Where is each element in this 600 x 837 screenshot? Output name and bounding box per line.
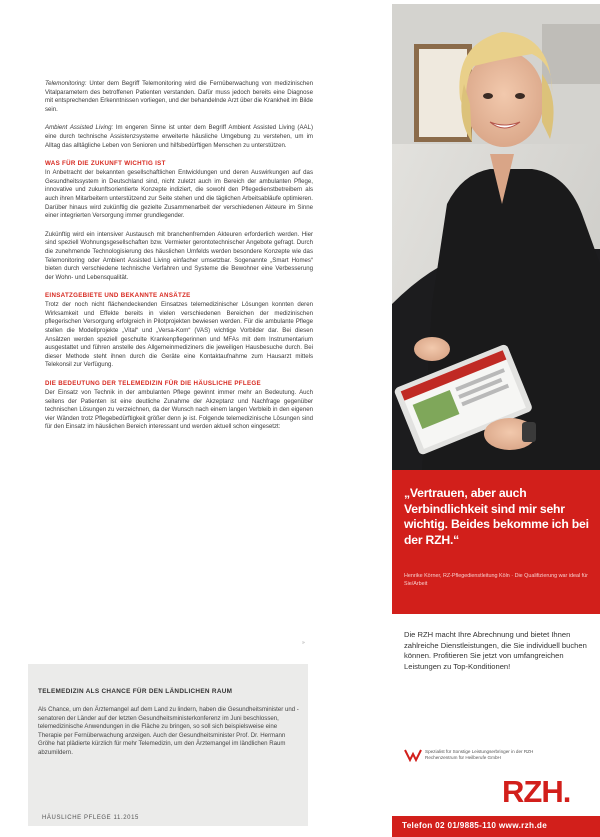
info-box-heading: TELEMEDIZIN ALS CHANCE FÜR DEN LÄNDLICHEN RAUM (38, 688, 233, 695)
text-telemonitoring: Unter dem Begriff Telemonitoring wird die Fernüberwachung von medizinischen Vitalparametern des betroffenen Patienten verstanden. Dafür muss jedoch bereits eine Diagnose mit entsprechenden Erkenntnissen vorliegen, und der behandelnde Arzt über die Krankheit im Bilde sein. (45, 80, 313, 113)
article-column (45, 80, 313, 442)
page-marker: » (302, 640, 305, 646)
rzh-advertisement (392, 4, 600, 837)
ad-body-text: Die RZH macht Ihre Abrechnung und bietet Ihnen zahlreiche Dienstleistungen, die Sie individuell buchen können. Profitieren Sie jetzt von umfangreichen Leistungen zu Top-Konditionen! (404, 630, 587, 671)
paragraph-zukunft-1: In Anbetracht der bekannten gesellschaftlichen Entwicklungen und deren Auswirkungen auf das Gesundheitssystem in Deutschland sind, nicht zuletzt auch im Bereich der ambulanten Pflege, innovative und zukunftsorientierte Konzepte indiziert, die sowohl den Pflegedienstbetreibern als auch ihren Mitarbeitern unterstützend zur Seite stehen und die täglichen Arbeitsabläufe optimieren. Darüber hinaus wird zukünftig die gezielte Zusammenarbeit der verschiedenen Akteure im Sinne einer integrierten Versorgung immer grundlegender. (45, 169, 313, 220)
contact-bar (392, 816, 600, 837)
section-heading-bedeutung: DIE BEDEUTUNG DER TELEMEDIZIN FÜR DIE HÄUSLICHE PFLEGE (45, 380, 261, 388)
section-heading-zukunft: WAS FÜR DIE ZUKUNFT WICHTIG IST (45, 160, 166, 168)
paragraph-einsatzgebiete: Trotz der noch nicht flächendeckenden Einsatzes telemedizinischer Lösungen konnten deren Wirksamkeit und Effekte bereits in vielen verschiedenen Bereichen der medizinischen pflegerischen Versorgung erfolgreich in Pilotprojekten bewiesen werden. Für die ambulante Pflege stellen die Modellprojekte „Vital“ und „Versa-Kom“ (VAS) wichtige Vorbilder dar. Bei diesen Ansätzen werden speziell geschulte Krankenpflegerinnen und MFAs mit dem Instrumentarium ausgestattet und führen anstelle des Allgemeinmediziners die jeweiligen Hausbesuche durch. Bei dieser Methode steht ihnen durch die Geräte eine Kontaktaufnahme zum Hausarzt mittels Telekonsil zur Verfügung. (45, 301, 313, 369)
info-box (28, 664, 308, 826)
term-telemonitoring: Telemonitoring: (45, 80, 87, 87)
woman-with-tablet-photo (392, 4, 600, 470)
paragraph-aal (45, 124, 313, 150)
rzh-logo-mark-icon (404, 748, 422, 762)
section-heading-einsatzgebiete: EINSATZGEBIETE UND BEKANNTE ANSÄTZE (45, 292, 191, 300)
paragraph-bedeutung: Der Einsatz von Technik in der ambulanten Pflege gewinnt immer mehr an Bedeutung. Auch seitens der Patienten ist eine deutliche Zunahme der Akzeptanz und Nachfrage gegenüber technischen Lösungen zu verzeichnen, da der Wunsch nach einem langen Verbleib in den eigenen vier Wänden trotz Pflegebedürftigkeit größer denn je ist. Folgende telemedizinische Lösungen sind für den Einsatz im häuslichen Bereich interessant und werden aktuell schon eingesetzt: (45, 389, 313, 431)
testimonial-caption: Henrike Körner, RZ-Pflegedienstleitung Köln · Die Qualifizierung war ideal für Sie/Arbeit (404, 573, 588, 587)
ad-tagline: Spezialist für Sonstige Leistungserbringer in der RZH Rechenzentrum für Heilberufe GmbH (425, 749, 534, 761)
term-aal: Ambient Assisted Living: (45, 124, 114, 132)
text-aal: Im engeren Sinne ist unter dem Begriff Ambient Assisted Living (AAL) eine durch technische Assistenzsysteme erweiterte häusliche Umgebung zu verstehen, um im Alltag das alltägliche Leben von Senioren und hilfsbedürftigen Menschen zu unterstützen. (45, 124, 313, 149)
paragraph-telemonitoring (45, 80, 313, 114)
quote-panel (392, 470, 600, 614)
info-box-text: Als Chance, um den Ärztemangel auf dem Land zu lindern, haben die Gesundheitsminister und -senatoren der Länder auf der letzten Gesundheitsministerkonferenz im Juni beschlossen, telemedizinische Anwendungen in die Fläche zu bringen, so soll sich beispielsweise eine Therapie per Fernüberwachung anzeigen. Auch der Gesundheitsminister Prof. Dr. Hermann Gröhe hat plädierte kürzlich für mehr Telemedizin, um den Ärztemangel im ländlichen Raum abzumildern. (38, 706, 299, 756)
contact-phone-website[interactable]: Telefon 02 01/9885-110 www.rzh.de (402, 821, 548, 830)
rzh-logo: RZH. (502, 774, 571, 809)
page-footer: HÄUSLICHE PFLEGE 11.2015 (42, 815, 139, 821)
paragraph-zukunft-2: Zukünftig wird ein intensiver Austausch mit branchenfremden Akteuren erforderlich werden. Hier sind speziell Wohnungsgesellschaften bzw. Vermieter gerontotechnischer Angebote gefragt. Durch die zunehmende Technologisierung des häuslichen Umfelds werden besondere Konzepte wie das Telemonitoring oder Ambient Assisted Living einfacher umsetzbar. Sogenannte „Smart Homes“ bieten durch verschiedene technische Verfahren und Systeme die Bewohner eine Verbesserung der Wohn- und Lebensqualität. (45, 230, 313, 281)
ad-photo (392, 4, 600, 470)
testimonial-quote: „Vertrauen, aber auch Verbindlichkeit sind mir sehr wichtig. Beides bekomme ich bei der RZH.“ (404, 486, 589, 547)
